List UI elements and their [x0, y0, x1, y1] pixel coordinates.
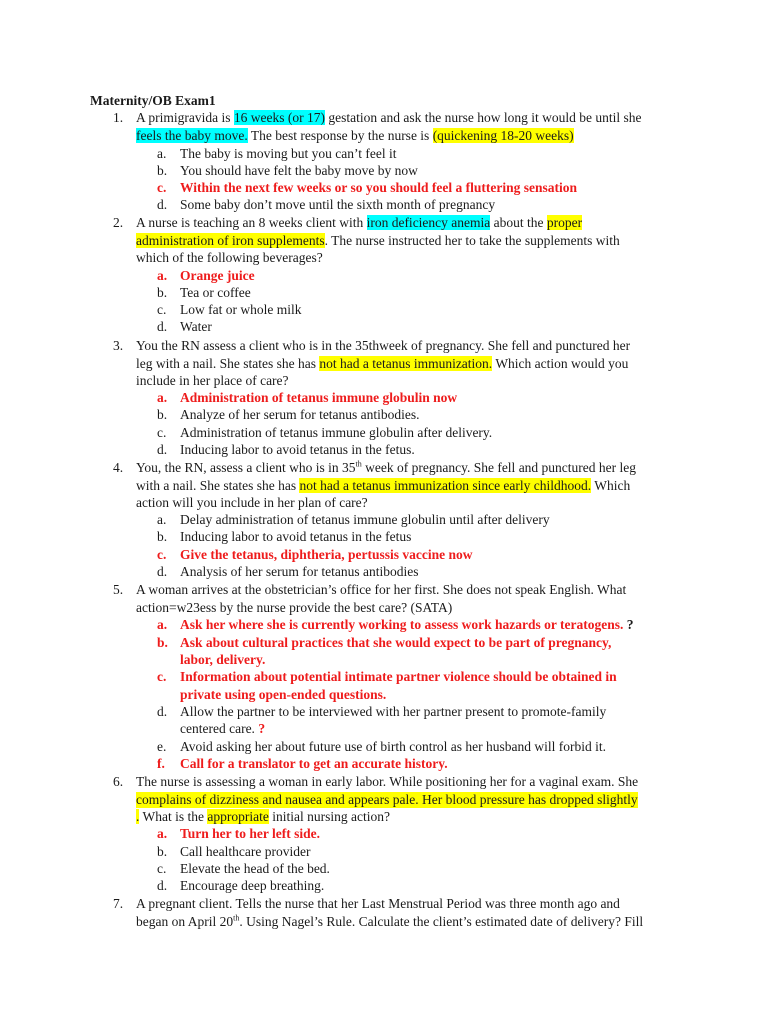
- highlight-cyan: feels the baby move.: [136, 128, 248, 143]
- question-text-line: include in her place of care?: [136, 373, 289, 388]
- question-text-line: began on April 20th. Using Nagel’s Rule. Calculate the client’s estimated date of delivery? Fill: [136, 913, 644, 929]
- question-text-line: action=w23ess by the nurse provide the best care? (SATA): [136, 600, 453, 615]
- question-number: 6.: [113, 774, 124, 789]
- highlight-yellow: proper: [546, 215, 583, 230]
- highlight-yellow: (quickening 18-20 weeks): [432, 128, 574, 143]
- question-text-line: A primigravida is 16 weeks (or 17) gestation and ask the nurse how long it would be until she: [136, 110, 642, 125]
- question-number: 3.: [113, 338, 124, 353]
- highlight-cyan: iron deficiency anemia: [366, 215, 491, 230]
- question-text-line: with a nail. She states she has not had a tetanus immunization since early childhood. Which: [136, 478, 631, 493]
- question-number: 4.: [113, 460, 124, 475]
- question-text-line: . What is the appropriate initial nursing action?: [136, 809, 390, 824]
- exam-title: Maternity/OB Exam1: [90, 93, 216, 108]
- question-number: 7.: [113, 896, 124, 911]
- document-page: Maternity/OB Exam1 1. A primigravida is 16 weeks (or 17) gestation and ask the nurse how long it would be until she feels the baby move. The best response by the nurse is (quickening 18-20 weeks) a. The baby is moving but you can’t feel it b. You should have felt the baby move by now c. Within the next few weeks or so you should feel a fluttering sensation d. Some baby don’t move until the sixth month of pregnancy 2. A nurse is teaching an 8 weeks client with iron deficiency anemia about the proper administration of iron supplements. The nurse instructed her to take the supplements with which of the following beverages? a. Orange juice b. Tea or coffee c. Low fat or whole milk d. Water 3. You the RN assess a client who is in the 35thweek of pregnancy. She fell and punctured her leg with a nail. She states she has not had a tetanus immunization. Which action would you include in her place of care? a. Administration of tetanus immune globulin now b. Analyze of her serum for tetanus antibodies. c. Administration of tetanus immune globulin after delivery. d. Inducing labor to avoid tetanus in the fetus. 4. You, the RN, assess a client who is in 35th week of pregnancy. She fell and punctured her leg with a nail. She states she has not had a tetanus immunization since early childhood. Which action will you include in her plan of care? a. Delay administration of tetanus immune globulin until after delivery b. Inducing labor to avoid tetanus in the fetus c. Give the tetanus, diphtheria, pertussis vaccine now d. Analysis of her serum for tetanus antibodies 5. A woman arrives at the obstetrician’s office for her first. She does not speak English. What action=w23ess by the nurse provide the best care? (SATA) a. Ask her where she is currently working to assess work hazards or teratogens. ? b. Ask about cultural practices that she would expect to be part of pregnancy, labor, delivery. c. Information about potential intimate partner violence should be obtained in private using open-ended questions. d. Allow the partner to be interviewed with her partner present to promote-family centered care. ? e. Avoid asking her about future use of birth control as her husband will forbid it. f. Call for a translator to get an accurate history. 6. The nurse is assessing a woman in early labor. While positioning her for a vaginal exam. She complains of dizziness and nausea and appears pale. Her blood pressure has dropped slightly . What is the appropriate initial nursing action? a. Turn her to her left side. b. Call healthcare provider c. Elevate the head of the bed. d. Encourage deep breathing. 7. A pregnant client. Tells the nurse that her Last Menstrual Period was three month ago and began on April 20th. Using Nagel’s Rule. Calculate the client’s estimated date of delivery? Fill: [90, 93, 644, 929]
- question-mark-note: ?: [258, 721, 266, 736]
- question-number: 1.: [113, 110, 124, 125]
- highlight-yellow: not had a tetanus immunization.: [319, 356, 493, 371]
- question-mark-note: ?: [623, 617, 634, 632]
- question-text-line: You, the RN, assess a client who is in 35th week of pregnancy. She fell and punctured her leg: [136, 459, 637, 475]
- question-text-line: which of the following beverages?: [136, 250, 323, 265]
- highlight-yellow: appropriate: [207, 809, 269, 824]
- question-text-line: leg with a nail. She states she has not had a tetanus immunization. Which action would you: [136, 356, 629, 371]
- question-text-line: complains of dizziness and nausea and appears pale. Her blood pressure has dropped slightly: [136, 792, 638, 807]
- question-text-line: A woman arrives at the obstetrician’s office for her first. She does not speak English. What: [136, 582, 627, 597]
- question-text-line: You the RN assess a client who is in the 35thweek of pregnancy. She fell and punctured her: [136, 338, 631, 353]
- highlight-yellow: .: [136, 809, 140, 824]
- question-text-line: A nurse is teaching an 8 weeks client with iron deficiency anemia about the proper: [136, 215, 583, 230]
- question-number: 2.: [113, 215, 124, 230]
- question-number: 5.: [113, 582, 124, 597]
- question-text-line: A pregnant client. Tells the nurse that her Last Menstrual Period was three month ago and: [136, 896, 620, 911]
- question-text-line: feels the baby move. The best response by the nurse is (quickening 18-20 weeks): [136, 128, 574, 143]
- question-text-line: The nurse is assessing a woman in early labor. While positioning her for a vaginal exam. She: [136, 774, 639, 789]
- highlight-yellow: administration of iron supplements: [136, 233, 325, 248]
- question-text-line: action will you include in her plan of care?: [136, 495, 368, 510]
- highlight-yellow: not had a tetanus immunization since early childhood.: [299, 478, 592, 493]
- question-text-line: administration of iron supplements. The nurse instructed her to take the supplements with: [136, 233, 620, 248]
- highlight-cyan: 16 weeks (or 17): [233, 110, 325, 125]
